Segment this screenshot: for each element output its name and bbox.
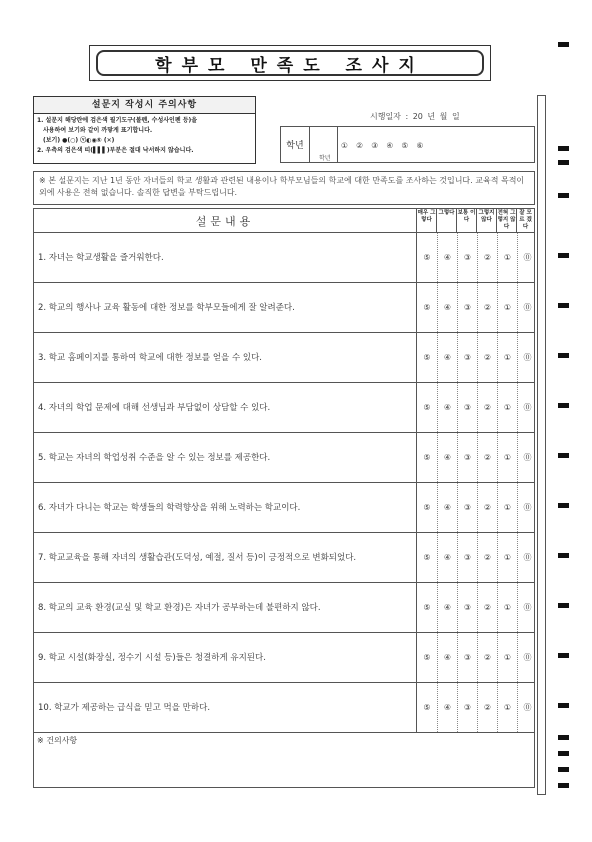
answer-bubble[interactable]: ④ <box>437 333 457 382</box>
answer-bubble[interactable]: ⓪ <box>517 233 537 282</box>
answer-bubble[interactable]: ⓪ <box>517 283 537 332</box>
answer-bubble[interactable]: ① <box>497 383 517 432</box>
question-text: 2. 학교의 행사나 교육 활동에 대한 정보를 학부모들에게 잘 알려준다. <box>38 302 295 313</box>
title-frame <box>89 45 491 81</box>
answer-bubble[interactable]: ② <box>477 683 497 732</box>
answer-bubble[interactable]: ③ <box>457 683 477 732</box>
answer-bubble[interactable]: ③ <box>457 233 477 282</box>
timing-mark <box>558 735 569 740</box>
instructions-body <box>34 114 255 158</box>
timing-mark <box>558 303 569 308</box>
answer-bubble[interactable]: ④ <box>437 283 457 332</box>
answer-bubble[interactable]: ⓪ <box>517 533 537 582</box>
timing-mark <box>558 403 569 408</box>
timing-mark <box>558 751 569 756</box>
answer-bubble[interactable]: ① <box>497 283 517 332</box>
answer-options <box>416 533 534 582</box>
question-text: 9. 학교 시설(화장실, 정수기 시설 등)들은 청결하게 유지된다. <box>38 652 266 663</box>
answer-bubble[interactable]: ⑤ <box>423 353 431 362</box>
question-row <box>34 633 534 683</box>
scale-header: 잘 모르 겠다 <box>516 209 534 232</box>
question-text: 4. 자녀의 학업 문제에 대해 선생님과 부담없이 상담할 수 있다. <box>38 402 271 413</box>
timing-mark <box>558 553 569 558</box>
answer-bubble[interactable]: ⑤ <box>423 403 431 412</box>
timing-mark <box>558 767 569 772</box>
question-row <box>34 583 534 633</box>
timing-mark <box>558 503 569 508</box>
timing-mark <box>558 703 569 708</box>
question-row <box>34 683 534 733</box>
answer-bubble[interactable]: ① <box>497 233 517 282</box>
question-row <box>34 283 534 333</box>
answer-bubble[interactable]: ② <box>477 483 497 532</box>
answer-bubble[interactable]: ④ <box>437 233 457 282</box>
answer-bubble[interactable]: ⓪ <box>517 483 537 532</box>
question-text: 10. 학교가 제공하는 급식을 믿고 먹을 만하다. <box>38 702 211 713</box>
answer-bubble[interactable]: ④ <box>437 383 457 432</box>
exam-date: 시행일자 : 20 년 월 일 <box>370 112 460 121</box>
timing-mark <box>558 603 569 608</box>
answer-options <box>416 633 534 682</box>
instruction-line: 2. 우측의 검은색 띠(▌▌▌)부분은 절대 낙서하지 않습니다. <box>37 147 194 154</box>
instructions-box <box>33 96 256 164</box>
survey-intro: ※ 본 설문지는 지난 1년 동안 자녀들의 학교 생활과 관련된 내용이나 학부모님들의 학교에 대한 만족도를 조사하는 것입니다. 교육적 목적이외에 사용은 전혀 없습니다. 솔직한 답변을 부탁드립니다. <box>33 171 535 205</box>
answer-options <box>416 683 534 732</box>
answer-bubble[interactable]: ② <box>477 533 497 582</box>
scale-header: 보통 이다 <box>456 209 476 232</box>
question-row <box>34 383 534 433</box>
answer-bubble[interactable]: ③ <box>457 633 477 682</box>
answer-bubble[interactable]: ③ <box>457 383 477 432</box>
answer-bubble[interactable]: ② <box>477 433 497 482</box>
survey-header <box>34 209 534 233</box>
question-row <box>34 333 534 383</box>
answer-bubble[interactable]: ⑤ <box>423 503 431 512</box>
instruction-line: 사용하여 보기와 같이 까맣게 표기합니다. <box>43 127 153 134</box>
question-text: 1. 자녀는 학교생활을 즐거워한다. <box>38 252 164 263</box>
answer-bubble[interactable]: ④ <box>437 533 457 582</box>
answer-bubble[interactable]: ④ <box>437 633 457 682</box>
comments-label: ※ 건의사항 <box>37 736 78 745</box>
scale-header: 그렇지 않다 <box>476 209 496 232</box>
answer-bubble[interactable]: ② <box>477 383 497 432</box>
answer-bubble[interactable]: ① <box>497 583 517 632</box>
answer-bubble[interactable]: ③ <box>457 433 477 482</box>
answer-bubble[interactable]: ⓪ <box>517 333 537 382</box>
answer-bubble[interactable]: ② <box>477 233 497 282</box>
answer-bubble[interactable]: ⑤ <box>423 303 431 312</box>
answer-bubble[interactable]: ④ <box>437 683 457 732</box>
answer-bubble[interactable]: ① <box>497 683 517 732</box>
answer-bubble[interactable]: ⑤ <box>423 603 431 612</box>
instruction-line: (보기) ●(○) ⓥ◐◉⑤ (✕) <box>43 137 115 144</box>
timing-mark <box>558 42 569 47</box>
right-margin-rule <box>537 95 546 795</box>
timing-mark <box>558 253 569 258</box>
question-row <box>34 233 534 283</box>
answer-bubble[interactable]: ⑤ <box>423 703 431 712</box>
question-row <box>34 483 534 533</box>
question-text: 6. 자녀가 다니는 학교는 학생들의 학력향상을 위해 노력하는 학교이다. <box>38 502 301 513</box>
answer-bubble[interactable]: ① <box>497 433 517 482</box>
answer-bubble[interactable]: ① <box>497 533 517 582</box>
answer-bubble[interactable]: ③ <box>457 583 477 632</box>
answer-bubble[interactable]: ③ <box>457 283 477 332</box>
scale-header: 매우 그렇다 <box>416 209 436 232</box>
answer-bubble[interactable]: ② <box>477 583 497 632</box>
answer-bubble[interactable]: ⓪ <box>517 433 537 482</box>
answer-bubble[interactable]: ② <box>477 283 497 332</box>
answer-bubble[interactable]: ⓪ <box>517 683 537 732</box>
question-text: 5. 학교는 자녀의 학업성취 수준을 알 수 있는 정보를 제공한다. <box>38 452 271 463</box>
timing-mark <box>558 783 569 788</box>
answer-bubble[interactable]: ④ <box>437 583 457 632</box>
instruction-line: 1. 설문지 해당란에 검은색 필기도구(볼펜, 수성사인펜 등)을 <box>37 117 198 124</box>
timing-mark <box>558 146 569 151</box>
question-text: 3. 학교 홈페이지를 통하여 학교에 대한 정보를 얻을 수 있다. <box>38 352 262 363</box>
answer-options <box>416 283 534 332</box>
answer-bubble[interactable]: ① <box>497 483 517 532</box>
instructions-heading: 설문지 작성시 주의사항 <box>34 97 255 114</box>
answer-bubble[interactable]: ① <box>497 333 517 382</box>
answer-bubble[interactable]: ① <box>497 633 517 682</box>
grade-field <box>280 126 535 163</box>
grade-options[interactable]: ① ② ③ ④ ⑤ ⑥ <box>341 141 424 150</box>
answer-bubble[interactable]: ⑤ <box>423 253 431 262</box>
timing-mark <box>558 653 569 658</box>
answer-options <box>416 233 534 282</box>
timing-mark <box>558 160 569 165</box>
answer-bubble[interactable]: ⑤ <box>423 553 431 562</box>
question-text: 8. 학교의 교육 환경(교실 및 학교 환경)은 자녀가 공부하는데 불편하지 않다. <box>38 602 321 613</box>
answer-bubble[interactable]: ③ <box>457 333 477 382</box>
answer-bubble[interactable]: ⓪ <box>517 633 537 682</box>
answer-bubble[interactable]: ③ <box>457 483 477 532</box>
answer-bubble[interactable]: ④ <box>437 433 457 482</box>
answer-options <box>416 333 534 382</box>
survey-table <box>33 208 535 788</box>
grade-sublabel: 학년 <box>319 155 331 162</box>
question-row <box>34 433 534 483</box>
comments-area[interactable] <box>34 732 534 788</box>
answer-options <box>416 483 534 532</box>
grade-label: 학년 <box>281 127 310 162</box>
survey-header-title: 설문내용 <box>195 214 255 228</box>
answer-options <box>416 383 534 432</box>
answer-bubble[interactable]: ② <box>477 333 497 382</box>
scale-header: 그렇다 <box>436 209 456 232</box>
scale-header: 전혀 그렇지 않다 <box>497 210 516 230</box>
answer-bubble[interactable]: ⓪ <box>517 383 537 432</box>
page-title: 학부모 만족도 조사지 <box>96 50 484 76</box>
answer-bubble[interactable]: ③ <box>457 533 477 582</box>
answer-bubble[interactable]: ⑤ <box>423 653 431 662</box>
answer-bubble[interactable]: ② <box>477 633 497 682</box>
answer-bubble[interactable]: ⓪ <box>517 583 537 632</box>
timing-mark <box>558 193 569 198</box>
timing-mark <box>558 453 569 458</box>
question-row <box>34 533 534 583</box>
answer-options <box>416 583 534 632</box>
answer-bubble[interactable]: ⑤ <box>423 453 431 462</box>
answer-bubble[interactable]: ④ <box>437 483 457 532</box>
answer-options <box>416 433 534 482</box>
question-text: 7. 학교교육을 통해 자녀의 생활습관(도덕성, 예절, 질서 등)이 긍정적으로 변화되었다. <box>38 552 357 563</box>
timing-mark <box>558 353 569 358</box>
